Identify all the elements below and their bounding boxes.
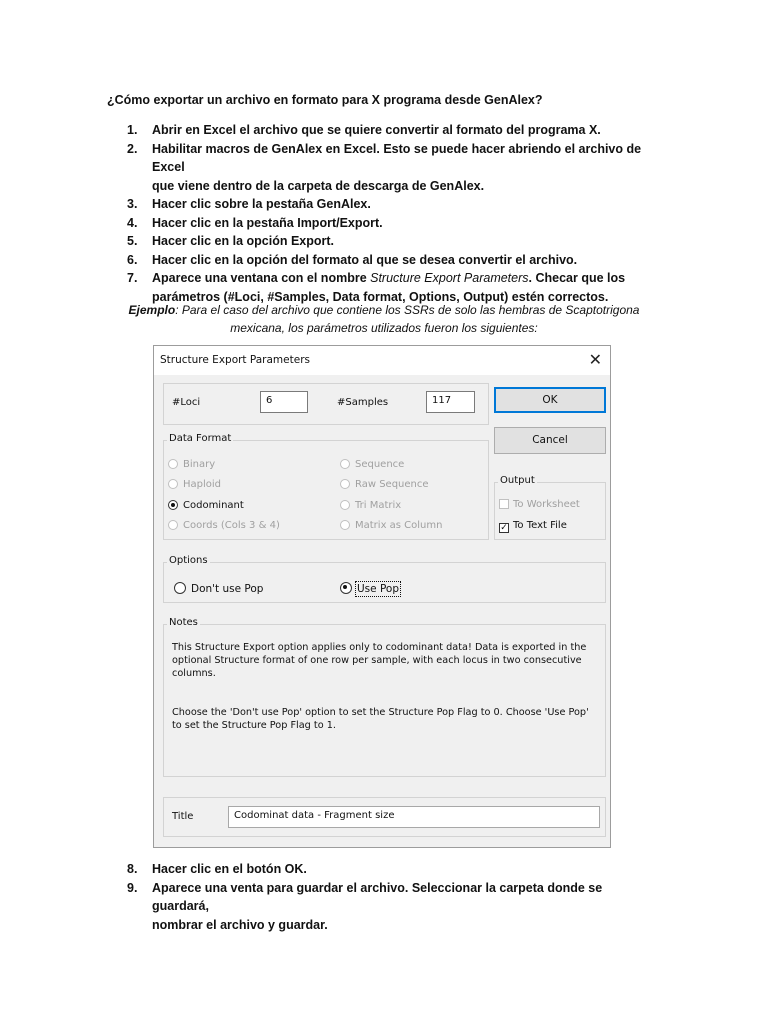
radio-icon	[340, 500, 350, 510]
radio-codominant[interactable]: Codominant	[168, 500, 244, 511]
radio-selected-icon	[168, 500, 178, 510]
radio-tri-matrix[interactable]: Tri Matrix	[340, 500, 401, 511]
list-item: 8. Hacer clic en el botón OK.	[127, 862, 307, 876]
page-heading: ¿Cómo exportar un archivo en formato para X programa desde GenAlex?	[107, 93, 543, 107]
radio-icon	[168, 459, 178, 469]
loci-label: #Loci	[172, 397, 201, 408]
radio-raw-sequence[interactable]: Raw Sequence	[340, 479, 429, 490]
output-label: Output	[500, 475, 535, 486]
radio-selected-icon	[340, 582, 352, 594]
steps-list-continued	[107, 860, 647, 934]
notes-label: Notes	[169, 617, 198, 628]
checkbox-icon	[499, 499, 509, 509]
list-item: 7. Aparece una ventana con el nombre Structure Export Parameters. Checar que los parámetros (#Loci, #Samples, Data format, Options, Output) estén correctos.	[127, 271, 626, 304]
title-label: Title	[172, 811, 194, 822]
steps-list	[107, 121, 647, 306]
radio-matrix-as-column[interactable]: Matrix as Column	[340, 520, 442, 531]
radio-binary[interactable]: Binary	[168, 459, 215, 470]
list-item: 4. Hacer clic en la pestaña Import/Export.	[127, 215, 383, 230]
radio-dont-use-pop[interactable]: Don't use Pop	[174, 582, 263, 595]
dialog-title: Structure Export Parameters	[160, 354, 310, 366]
list-item: 6. Hacer clic en la opción del formato al que se desea convertir el archivo.	[127, 252, 578, 267]
radio-icon	[340, 479, 350, 489]
cancel-button[interactable]: Cancel	[494, 427, 606, 454]
list-item: 2. Habilitar macros de GenAlex en Excel. Esto se puede hacer abriendo el archivo de Excel que viene dentro de la carpeta de descarga de GenAlex.	[127, 141, 642, 193]
list-item: 3. Hacer clic sobre la pestaña GenAlex.	[127, 197, 371, 211]
radio-sequence[interactable]: Sequence	[340, 459, 404, 470]
data-format-label: Data Format	[169, 433, 232, 444]
list-item: 9. Aparece una venta para guardar el archivo. Seleccionar la carpeta donde se guardará, nombrar el archivo y guardar.	[127, 880, 603, 932]
samples-input[interactable]: 117	[426, 391, 475, 413]
radio-icon	[168, 479, 178, 489]
radio-icon	[340, 520, 350, 530]
samples-label: #Samples	[337, 397, 389, 408]
radio-haploid[interactable]: Haploid	[168, 479, 221, 490]
radio-coords[interactable]: Coords (Cols 3 & 4)	[168, 520, 280, 531]
loci-input[interactable]: 6	[260, 391, 308, 413]
ok-button[interactable]: OK	[494, 387, 606, 413]
dialog-titlebar	[154, 346, 610, 375]
options-label: Options	[169, 555, 208, 566]
checkmark-icon: ✓	[500, 523, 508, 533]
radio-icon	[340, 459, 350, 469]
close-icon[interactable]: ✕	[588, 350, 602, 369]
to-worksheet-checkbox[interactable]: To Worksheet	[499, 499, 580, 510]
radio-icon	[168, 520, 178, 530]
list-item: 1. Abrir en Excel el archivo que se quiere convertir al formato del programa X.	[127, 123, 601, 137]
title-input[interactable]: Codominat data - Fragment size	[228, 806, 600, 828]
notes-text: This Structure Export option applies only to codominant data! Data is exported in the optional Structure format of one row per sample, with each locus in two consecutive columns. Choose the 'Don't use Pop' option to set the Structure Pop Flag to 0. Choose 'Use Pop' to set the Structure Pop Flag to 1.	[172, 642, 589, 731]
structure-export-dialog	[153, 345, 611, 848]
radio-use-pop[interactable]: Use Pop	[340, 582, 399, 595]
example-paragraph: Ejemplo: Para el caso del archivo que contiene los SSRs de solo las hembras de Scaptotrigona mexicana, los parámetros utilizados fueron los siguientes:	[128, 303, 640, 335]
list-item: 5. Hacer clic en la opción Export.	[127, 234, 335, 248]
to-text-file-checkbox[interactable]: ✓ To Text File	[500, 520, 567, 533]
radio-icon	[174, 582, 186, 594]
